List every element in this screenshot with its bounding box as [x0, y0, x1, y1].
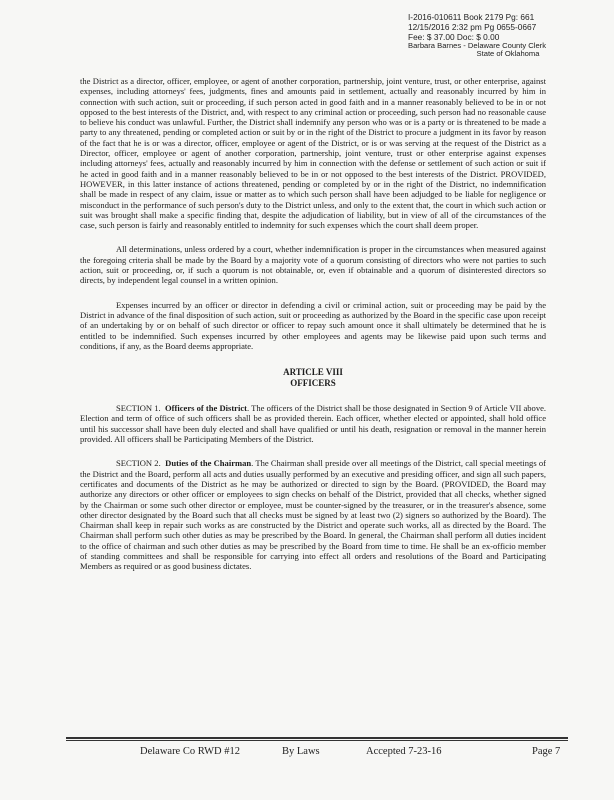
section-1: [80, 403, 546, 444]
document-body: [80, 76, 546, 572]
section-1-title: Officers of the District: [165, 403, 247, 414]
expenses-paragraph: Expenses incurred by an officer or director in defending a civil or criminal action, suit or proceeding may be paid by the District in advance of the final disposition of such action, suit or proceeding as authorized by the Board in the specific case upon receipt of an undertaking by or on behalf of such director or officer to repay such amount once it shall ultimately be determined that he is entitled to be indemnified. Such expenses incurred by other employees and agents may be likewise paid upon such terms and conditions, if any, as the Board deems appropriate.: [80, 299, 546, 351]
footer-page-number: Page 7: [532, 746, 561, 757]
indemnification-paragraph: the District as a director, officer, employee, or agent of another corporation, partnership, joint venture, trust, or other enterprise, against expenses, including attorneys' fees, judgments, fines and amounts paid in settlement, actually and reasonably incurred by him in connection with such action, suit or proceeding, if such person acted in good faith and in a manner reasonably believed to be in or not opposed to the best interests of the District, and, with respect to any criminal action or proceeding, such person had no reasonable cause to believe his conduct was unlawful. Further, the District shall indemnify any person who was or is a party or is threatened to be made a party to any threatened, pending or completed action or suit by or in the right of the District to procure a judgment in its favor by reason of the fact that he is or was a director, officer, employee or agent of the District, or is or was serving at the request of the District as a Director, officer, employee or agent of another corporation, partnership, joint venture, trust or other enterprise against expenses including attorneys' fees, actually and reasonably incurred by him in connection with the defense or settlement of such action or suit if he acted in good faith and in a manner reasonably believed to be in or not opposed to the best interests of the District. PROVIDED, HOWEVER, in this latter instance of actions threatened, pending or completed by or in the right of the District, no indemnification shall be made in respect of any claim, issue or matter as to which such person shall have been adjudged to be liable for negligence or misconduct in the performance of such person's duty to the District unless, and only to the extent that, the court in which such action or suit was brought shall make a specific finding that, despite the adjudication of liability, but in view of all of the circumstances of the case, such person is fairly and reasonably entitled to indemnity for such expenses which the court shall deem proper.: [80, 76, 546, 231]
stamp-clerk-line: Barbara Barnes - Delaware County Clerk: [408, 41, 547, 50]
section-2-text: . The Chairman shall preside over all meetings of the District, call special meetings of the District and the Board, perform all acts and duties usually performed by an executive and presiding officer, and sign all such papers, certificates and documents of the District as he may be authorized or directed to sign by the Board. (PROVIDED, the Board may authorize any directors or other officer or employees to sign checks on behalf of the District, provided that all checks, whether signed by the Chairman or some such other director or employee, must be counter-signed by the treasurer, or in the treasurer's absence, some other director designated by the Board such that all checks must be signed by at least two (2) signers so authorized by the Board). The Chairman shall keep in repair such works as are constructed by the District and operate such works, all as directed by the Board. The Chairman shall perform such other duties as may be prescribed by the Board. In general, the Chairman shall perform all duties incident to the office of chairman and such other duties as may be prescribed by the Board from time to time. He shall be an ex-officio member of standing committees and shall be responsible for carrying into effect all orders and resolutions of the Board and Participating Members as required or as good business dictates.: [80, 458, 546, 572]
section-2-label: SECTION 2.: [116, 458, 161, 469]
recording-stamp: [408, 12, 608, 58]
determinations-paragraph: All determinations, unless ordered by a court, whether indemnification is proper in the circumstances when measured against the foregoing criteria shall be made by the Board by a majority vote of a quorum consisting of directors who were not parties to such action, suit or proceeding, or, if such a quorum is not obtainable, or, even if obtainable and a quorum of disinterested directors so directs, by independent legal counsel in a written opinion.: [80, 244, 546, 286]
footer-doc-name: By Laws: [282, 746, 320, 757]
article-title: OFFICERS: [290, 378, 336, 389]
section-1-text: . The officers of the District shall be those designated in Section 9 of Article VII above. Election and term of office of such officers shall be as provided therein. Each officer, whether elected or appointed, shall hold office until his successor shall have been duly elected and shall have qualified or until his death, resignation or removal in the manner herein provided. All officers shall be Participating Members of the District.: [80, 403, 547, 445]
footer-divider: [66, 737, 568, 741]
stamp-date-line: 12/15/2016 2:32 pm Pg 0655-0667: [408, 22, 537, 32]
section-1-label: SECTION 1.: [116, 403, 161, 414]
footer-entity: Delaware Co RWD #12: [140, 746, 241, 757]
stamp-fee-line: Fee: $ 37.00 Doc: $ 0.00: [408, 32, 500, 42]
stamp-state-line: State of Oklahoma: [476, 49, 540, 58]
section-2: [80, 458, 546, 571]
stamp-instrument-line: I-2016-010611 Book 2179 Pg: 661: [408, 12, 535, 22]
footer-accepted-date: Accepted 7-23-16: [366, 746, 442, 757]
section-2-title: Duties of the Chairman: [165, 458, 252, 469]
article-number: ARTICLE VIII: [283, 367, 343, 378]
